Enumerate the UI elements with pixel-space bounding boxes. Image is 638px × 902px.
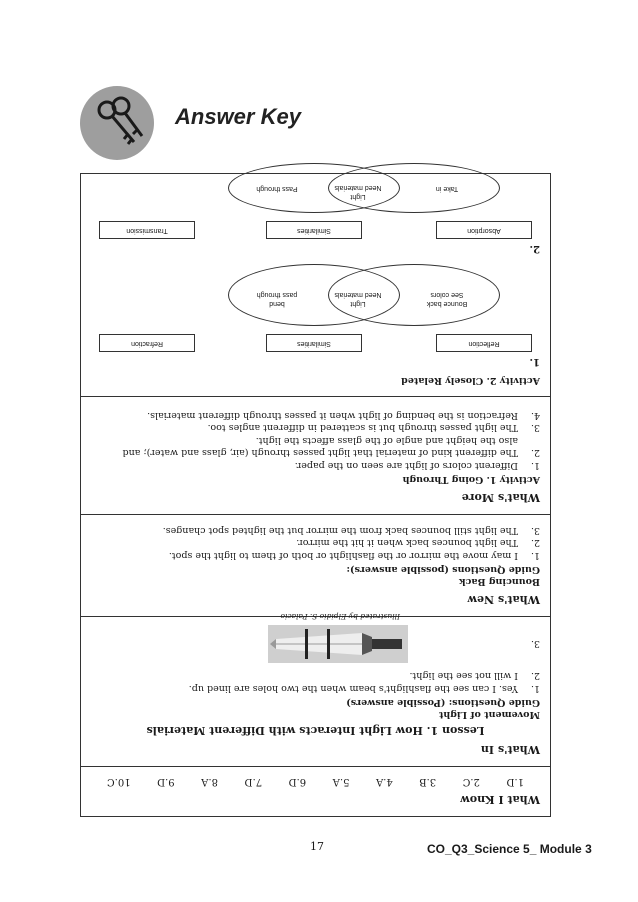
whats-new-subtitle: Bouncing Back [459, 576, 540, 587]
answer-item: 5.A [332, 776, 350, 787]
activity1-title: Activity 1. Going Through [402, 474, 540, 485]
whats-more-list [91, 409, 540, 472]
venn-middle-text: Light Need materials [334, 291, 382, 307]
whats-new-title: What's New [467, 593, 540, 606]
list-item: 2. The different kind of material that light passes through (air, glass and water); and [122, 447, 540, 459]
activity2-section [81, 172, 550, 396]
whats-more-title: What's More [461, 491, 540, 504]
whats-in-section [81, 612, 550, 766]
whats-in-title: What's In [480, 743, 540, 756]
similarities-label: Similarities [266, 334, 362, 352]
whats-in-list [91, 669, 540, 694]
whats-new-section [81, 514, 550, 616]
illustration-caption: Illustrated by Elpidio S. Palacio [280, 612, 400, 621]
answer-item: 10.C [107, 776, 131, 787]
diagram1-labels [91, 330, 540, 352]
whats-more-section [81, 396, 550, 514]
list-item: 1. Yes. I can see the flashlight's beam when the two holes are lined up. [188, 683, 540, 694]
flashlight-illustration [268, 625, 408, 663]
venn-left-text: Bounce back See colors [426, 291, 468, 307]
diagram-number: 2. [529, 243, 540, 254]
activity2-title: Activity 2. Closely Related [401, 375, 540, 386]
answer-item: 7.D [244, 776, 263, 787]
list-item: 1. Different colors of light are seen on the paper. [294, 460, 540, 471]
whats-in-guide: Guide Questions: (Possible answers) [346, 697, 540, 708]
flashlight-row: 3. [91, 625, 540, 663]
list-item: also the height and angle of the glass affects the light. [255, 435, 518, 446]
what-i-know-section [81, 766, 550, 816]
absorption-label: Absorption [436, 221, 532, 239]
answer-item: 9.D [157, 776, 175, 787]
what-i-know-answers [91, 776, 540, 787]
answer-sheet [80, 173, 551, 817]
whats-in-subtitle: Movement of Light [438, 709, 540, 720]
venn-right-text: bend pass through [256, 291, 298, 307]
module-label: CO_Q3_Science 5_ Module 3 [427, 842, 592, 856]
list-item: 4. Refraction is the bending of light when it passes through different materials. [147, 410, 540, 421]
whats-new-list [91, 524, 540, 562]
answer-item: 4.A [375, 776, 393, 787]
keys-icon [80, 86, 154, 160]
answer-item: 8.A [201, 776, 218, 787]
venn-middle-text: Light Need materials [334, 184, 382, 200]
venn-right-text: Pass through [256, 185, 298, 192]
diagram-number: 1. [529, 356, 540, 367]
list-item: 3. The light passes through but is scattered in different angles too. [207, 422, 540, 434]
similarities-label: Similarities [266, 221, 362, 239]
whats-new-guide: Guide Questions (possible answers): [346, 564, 540, 575]
venn-left-text: Take in [435, 185, 459, 192]
reflection-label: Reflection [436, 334, 532, 352]
list-item: 3. The light still bounces back from the mirror but the lighted spot changes. [162, 525, 540, 536]
venn-diagram-1 [91, 258, 540, 330]
list-item: 2. I will not see the light. [409, 670, 540, 682]
page-title: Answer Key [175, 104, 301, 129]
answer-item: 1.D [506, 776, 524, 787]
page-number: 17 [310, 840, 324, 853]
transmission-label: Transmission [99, 221, 195, 239]
what-i-know-title: What I Know [460, 793, 540, 806]
list-item: 1. I may move the mirror or the flashlight or both of them to light the spot. [168, 550, 540, 561]
answer-item: 3.B [419, 776, 437, 787]
list-item: 2. The light bounces back when it hit the mirror. [296, 537, 540, 549]
header [68, 82, 588, 162]
answer-item: 2.C [462, 776, 480, 787]
venn-diagram-2 [91, 155, 540, 217]
lesson-title: Lesson 1. How Light Interacts with Different Materials [146, 724, 485, 737]
diagram2-labels [91, 217, 540, 239]
answer-item: 6.D [288, 776, 307, 787]
refraction-label: Refraction [99, 334, 195, 352]
